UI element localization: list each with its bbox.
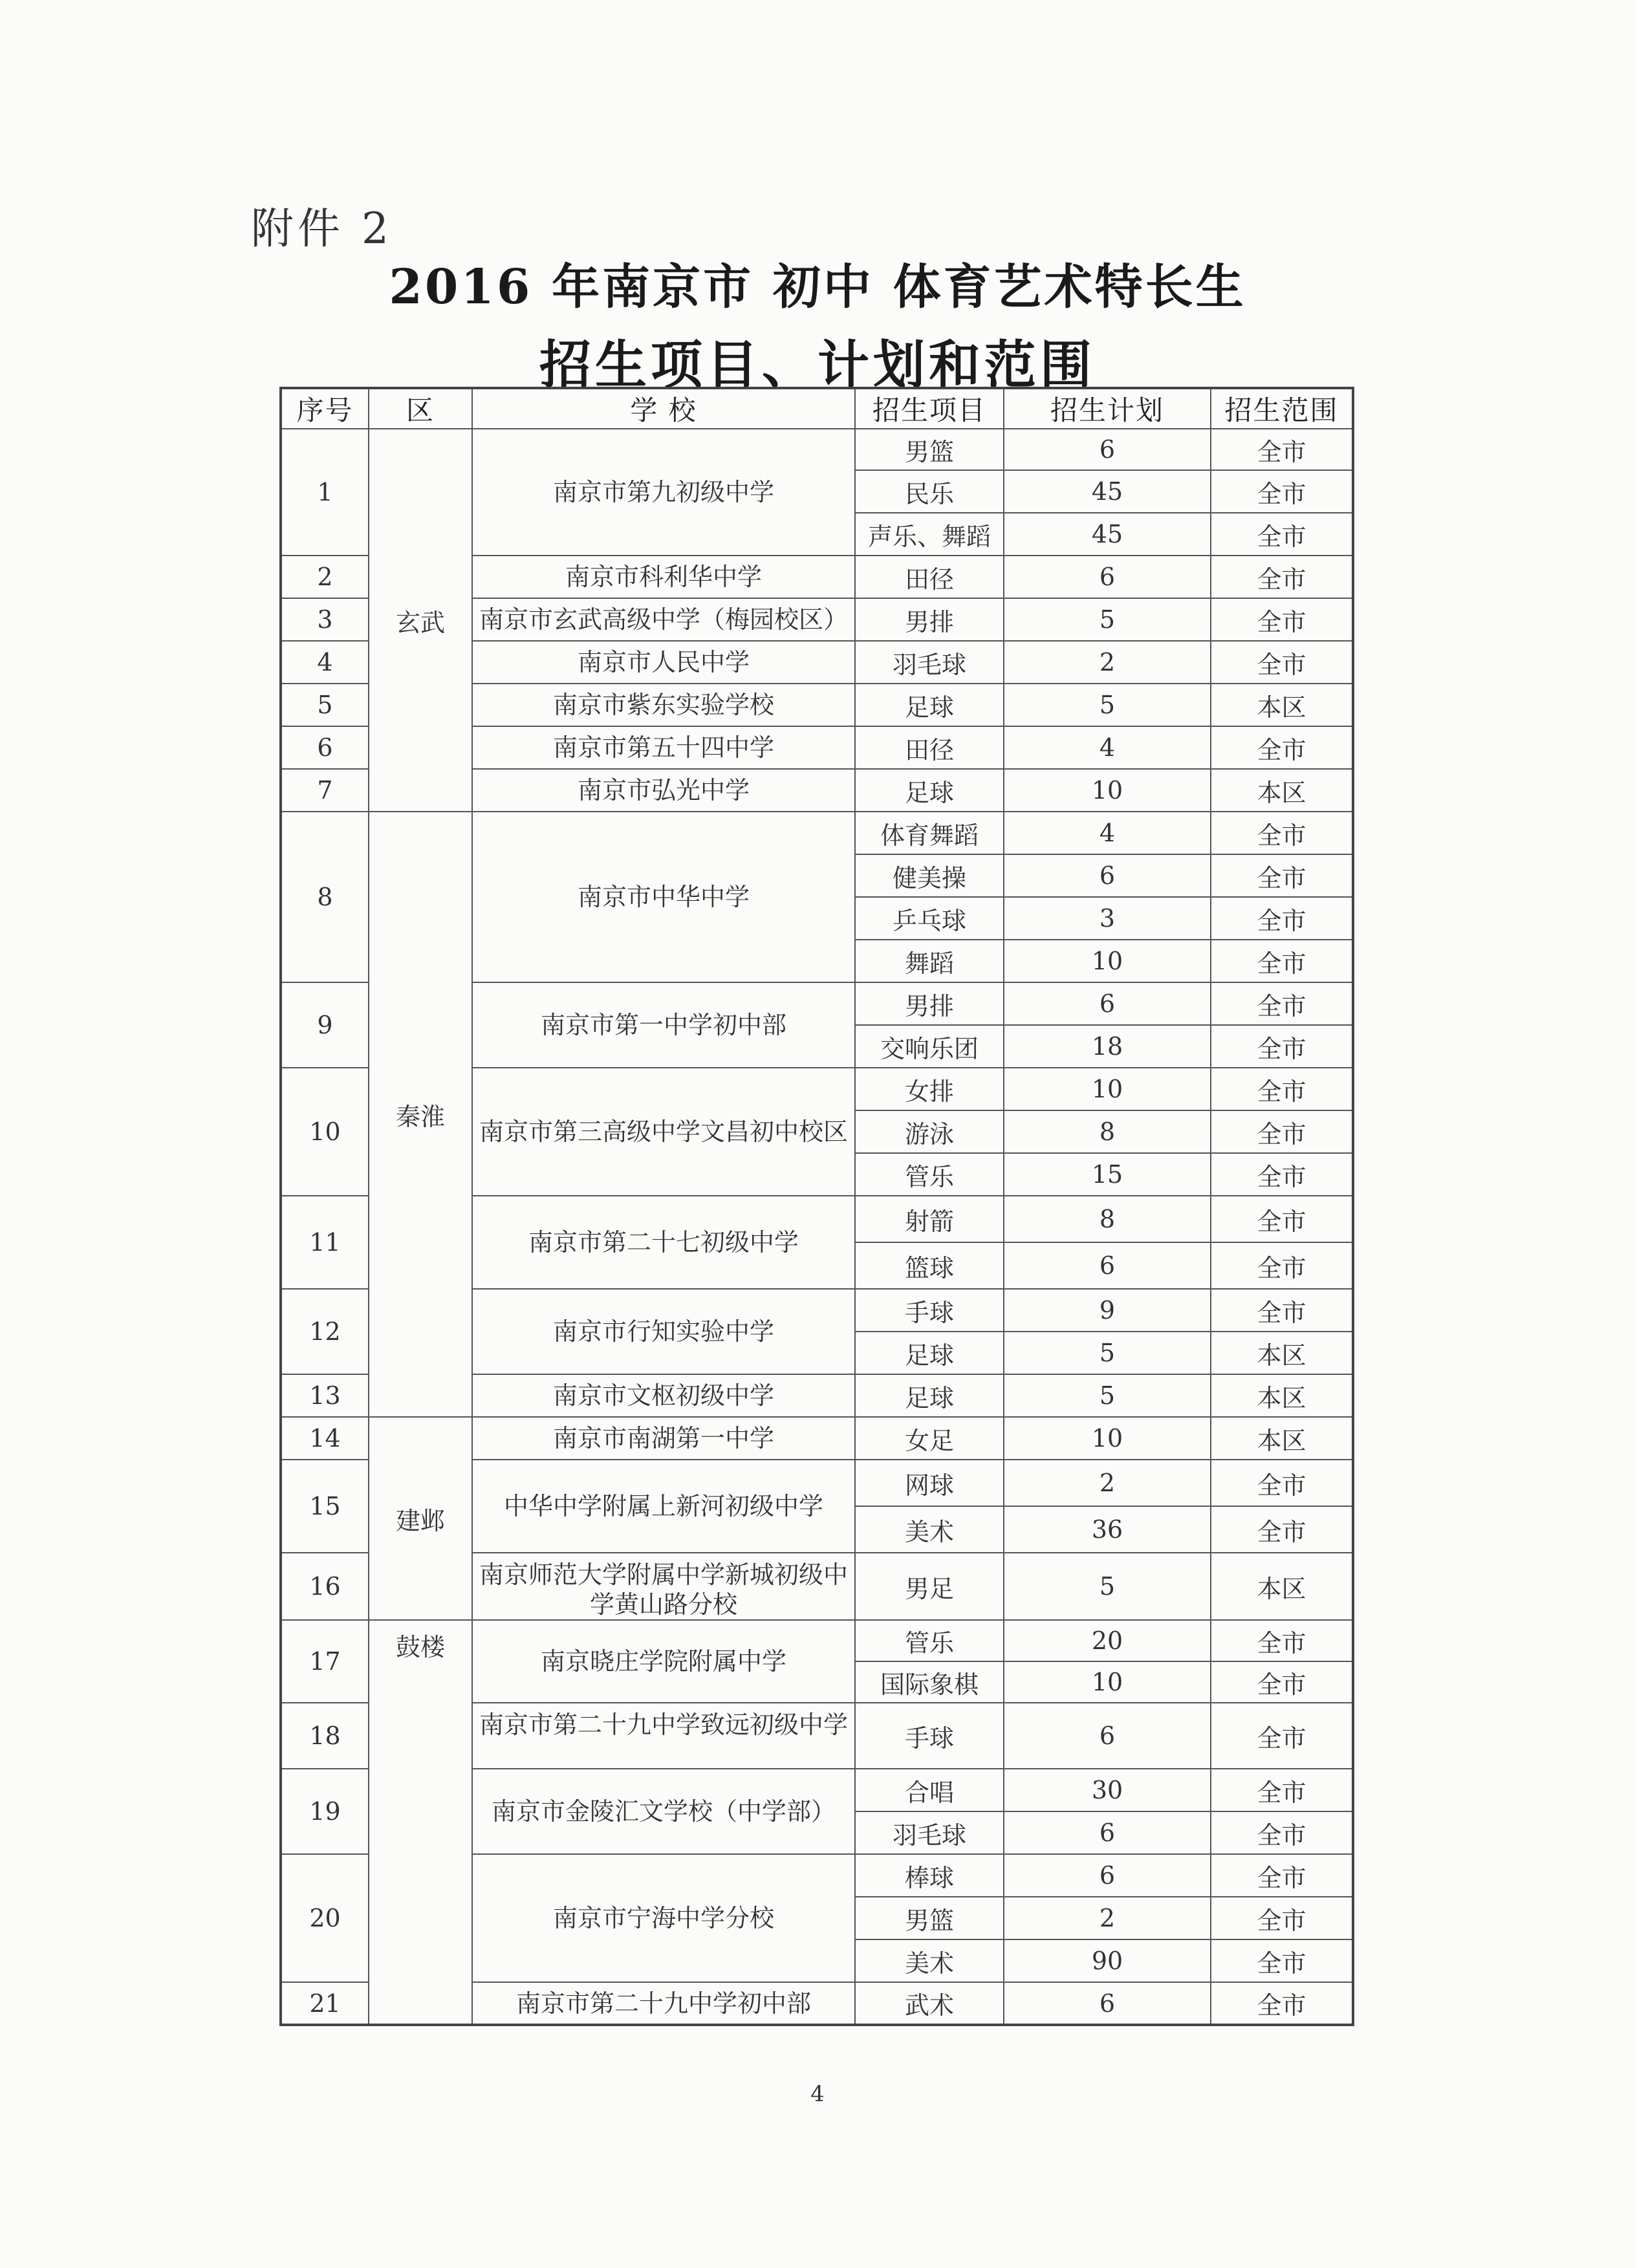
project-cell: 射箭 [855, 1196, 1004, 1242]
row-number-cell: 18 [281, 1703, 369, 1769]
row-number-cell: 7 [281, 769, 369, 812]
scope-cell: 本区 [1211, 1417, 1353, 1460]
plan-count-cell: 10 [1004, 1661, 1211, 1703]
scope-cell: 全市 [1211, 1811, 1353, 1854]
plan-count-cell: 2 [1004, 1897, 1211, 1939]
scope-cell: 本区 [1211, 1374, 1353, 1417]
school-name-cell: 南京市第二十九中学初中部 [472, 1982, 855, 2025]
project-cell: 合唱 [855, 1769, 1004, 1811]
school-name-cell: 南京市第九初级中学 [472, 429, 855, 556]
header-project: 招生项目 [855, 388, 1004, 429]
plan-count-cell: 45 [1004, 513, 1211, 556]
scope-cell: 本区 [1211, 769, 1353, 812]
plan-count-cell: 36 [1004, 1506, 1211, 1553]
scope-cell: 全市 [1211, 982, 1353, 1025]
project-cell: 男排 [855, 598, 1004, 641]
plan-count-cell: 9 [1004, 1289, 1211, 1332]
scope-cell: 全市 [1211, 1769, 1353, 1811]
project-cell: 手球 [855, 1703, 1004, 1769]
project-cell: 武术 [855, 1982, 1004, 2025]
page-number: 4 [810, 2081, 825, 2107]
row-number-cell: 20 [281, 1854, 369, 1982]
plan-count-cell: 2 [1004, 641, 1211, 684]
project-cell: 国际象棋 [855, 1661, 1004, 1703]
plan-count-cell: 8 [1004, 1110, 1211, 1153]
scope-cell: 全市 [1211, 513, 1353, 556]
table-row [281, 1620, 1353, 1661]
school-name-cell: 南京市中华中学 [472, 812, 855, 982]
plan-count-cell: 6 [1004, 1811, 1211, 1854]
school-name-cell: 南京市人民中学 [472, 641, 855, 684]
school-name-cell: 南京市科利华中学 [472, 556, 855, 598]
row-number-cell: 1 [281, 429, 369, 556]
scope-cell: 全市 [1211, 1982, 1353, 2025]
row-number-cell: 14 [281, 1417, 369, 1460]
row-number-cell: 8 [281, 812, 369, 982]
scope-cell: 全市 [1211, 1110, 1353, 1153]
plan-count-cell: 6 [1004, 854, 1211, 897]
plan-count-cell: 6 [1004, 429, 1211, 470]
plan-count-cell: 5 [1004, 1374, 1211, 1417]
row-number-cell: 19 [281, 1769, 369, 1854]
school-name-cell: 南京市玄武高级中学（梅园校区） [472, 598, 855, 641]
project-cell: 棒球 [855, 1854, 1004, 1897]
row-number-cell: 11 [281, 1196, 369, 1289]
district-cell: 玄武 [369, 429, 472, 812]
plan-count-cell: 6 [1004, 556, 1211, 598]
project-cell: 美术 [855, 1506, 1004, 1553]
row-number-cell: 3 [281, 598, 369, 641]
table-body [281, 429, 1353, 2025]
attachment-label: 附件 2 [251, 204, 393, 254]
header-plan: 招生计划 [1004, 388, 1211, 429]
row-number-cell: 12 [281, 1289, 369, 1374]
scope-cell: 全市 [1211, 1242, 1353, 1289]
school-name-cell: 南京市行知实验中学 [472, 1289, 855, 1374]
scope-cell: 全市 [1211, 726, 1353, 769]
project-cell: 乒乓球 [855, 897, 1004, 940]
row-number-cell: 2 [281, 556, 369, 598]
plan-count-cell: 90 [1004, 1939, 1211, 1982]
project-cell: 羽毛球 [855, 1811, 1004, 1854]
school-name-cell: 南京市第三高级中学文昌初中校区 [472, 1068, 855, 1196]
scope-cell: 全市 [1211, 1196, 1353, 1242]
scope-cell: 全市 [1211, 641, 1353, 684]
plan-count-cell: 30 [1004, 1769, 1211, 1811]
document-title-line2: 招生项目、计划和范围 [539, 334, 1096, 395]
row-number-cell: 6 [281, 726, 369, 769]
table-row [281, 812, 1353, 854]
project-cell: 女足 [855, 1417, 1004, 1460]
scope-cell: 全市 [1211, 598, 1353, 641]
project-cell: 男篮 [855, 429, 1004, 470]
scope-cell: 全市 [1211, 1897, 1353, 1939]
header-school: 学 校 [472, 388, 855, 429]
row-number-cell: 17 [281, 1620, 369, 1703]
project-cell: 健美操 [855, 854, 1004, 897]
scope-cell: 全市 [1211, 940, 1353, 982]
plan-count-cell: 5 [1004, 684, 1211, 726]
project-cell: 足球 [855, 684, 1004, 726]
plan-count-cell: 45 [1004, 470, 1211, 513]
school-name-cell: 南京市第五十四中学 [472, 726, 855, 769]
scope-cell: 全市 [1211, 1939, 1353, 1982]
header-district: 区 [369, 388, 472, 429]
plan-count-cell: 5 [1004, 1332, 1211, 1374]
row-number-cell: 15 [281, 1460, 369, 1553]
project-cell: 男篮 [855, 1897, 1004, 1939]
project-cell: 足球 [855, 769, 1004, 812]
row-number-cell: 10 [281, 1068, 369, 1196]
plan-count-cell: 6 [1004, 1854, 1211, 1897]
project-cell: 民乐 [855, 470, 1004, 513]
scope-cell: 全市 [1211, 1854, 1353, 1897]
scope-cell: 全市 [1211, 1661, 1353, 1703]
project-cell: 体育舞蹈 [855, 812, 1004, 854]
row-number-cell: 21 [281, 1982, 369, 2025]
plan-count-cell: 10 [1004, 769, 1211, 812]
school-name-cell: 南京市文枢初级中学 [472, 1374, 855, 1417]
header-scope: 招生范围 [1211, 388, 1353, 429]
plan-count-cell: 3 [1004, 897, 1211, 940]
enrollment-table [279, 387, 1354, 2026]
scope-cell: 全市 [1211, 1460, 1353, 1506]
plan-count-cell: 2 [1004, 1460, 1211, 1506]
scope-cell: 全市 [1211, 1289, 1353, 1332]
table-row [281, 1417, 1353, 1460]
project-cell: 足球 [855, 1332, 1004, 1374]
project-cell: 网球 [855, 1460, 1004, 1506]
plan-count-cell: 6 [1004, 982, 1211, 1025]
scope-cell: 全市 [1211, 1506, 1353, 1553]
plan-count-cell: 4 [1004, 726, 1211, 769]
plan-count-cell: 5 [1004, 598, 1211, 641]
school-name-cell: 南京师范大学附属中学新城初级中学黄山路分校 [472, 1553, 855, 1620]
plan-count-cell: 5 [1004, 1553, 1211, 1620]
school-name-cell: 南京市宁海中学分校 [472, 1854, 855, 1982]
table-row [281, 429, 1353, 470]
school-name-cell: 南京晓庄学院附属中学 [472, 1620, 855, 1703]
project-cell: 田径 [855, 556, 1004, 598]
project-cell: 管乐 [855, 1620, 1004, 1661]
scope-cell: 本区 [1211, 684, 1353, 726]
school-name-cell: 中华中学附属上新河初级中学 [472, 1460, 855, 1553]
school-name-cell: 南京市第二十九中学致远初级中学 [472, 1703, 855, 1769]
school-name-cell: 南京市金陵汇文学校（中学部） [472, 1769, 855, 1854]
school-name-cell: 南京市南湖第一中学 [472, 1417, 855, 1460]
school-name-cell: 南京市第一中学初中部 [472, 982, 855, 1068]
scope-cell: 全市 [1211, 1068, 1353, 1110]
project-cell: 篮球 [855, 1242, 1004, 1289]
plan-count-cell: 6 [1004, 1982, 1211, 2025]
plan-count-cell: 10 [1004, 940, 1211, 982]
scope-cell: 全市 [1211, 1703, 1353, 1769]
project-cell: 足球 [855, 1374, 1004, 1417]
scope-cell: 全市 [1211, 812, 1353, 854]
project-cell: 男排 [855, 982, 1004, 1025]
row-number-cell: 13 [281, 1374, 369, 1417]
scope-cell: 全市 [1211, 1620, 1353, 1661]
scope-cell: 本区 [1211, 1553, 1353, 1620]
plan-count-cell: 18 [1004, 1025, 1211, 1068]
scope-cell: 全市 [1211, 854, 1353, 897]
project-cell: 管乐 [855, 1153, 1004, 1196]
project-cell: 交响乐团 [855, 1025, 1004, 1068]
header-no: 序号 [281, 388, 369, 429]
plan-count-cell: 10 [1004, 1417, 1211, 1460]
project-cell: 美术 [855, 1939, 1004, 1982]
district-cell: 鼓楼 [369, 1620, 472, 2025]
district-cell: 建邺 [369, 1417, 472, 1620]
scope-cell: 全市 [1211, 429, 1353, 470]
project-cell: 田径 [855, 726, 1004, 769]
project-cell: 舞蹈 [855, 940, 1004, 982]
school-name-cell: 南京市第二十七初级中学 [472, 1196, 855, 1289]
plan-count-cell: 15 [1004, 1153, 1211, 1196]
project-cell: 羽毛球 [855, 641, 1004, 684]
district-cell: 秦淮 [369, 812, 472, 1417]
project-cell: 声乐、舞蹈 [855, 513, 1004, 556]
table-header-row [281, 388, 1353, 429]
plan-count-cell: 6 [1004, 1242, 1211, 1289]
row-number-cell: 5 [281, 684, 369, 726]
plan-count-cell: 20 [1004, 1620, 1211, 1661]
plan-count-cell: 6 [1004, 1703, 1211, 1769]
project-cell: 男足 [855, 1553, 1004, 1620]
scope-cell: 全市 [1211, 897, 1353, 940]
project-cell: 手球 [855, 1289, 1004, 1332]
plan-count-cell: 10 [1004, 1068, 1211, 1110]
row-number-cell: 16 [281, 1553, 369, 1620]
plan-count-cell: 8 [1004, 1196, 1211, 1242]
scope-cell: 全市 [1211, 1153, 1353, 1196]
document-title-line1: 2016 年南京市 初中 体育艺术特长生 [389, 259, 1246, 315]
school-name-cell: 南京市弘光中学 [472, 769, 855, 812]
project-cell: 女排 [855, 1068, 1004, 1110]
row-number-cell: 9 [281, 982, 369, 1068]
project-cell: 游泳 [855, 1110, 1004, 1153]
scope-cell: 全市 [1211, 1025, 1353, 1068]
scope-cell: 本区 [1211, 1332, 1353, 1374]
scope-cell: 全市 [1211, 470, 1353, 513]
scope-cell: 全市 [1211, 556, 1353, 598]
plan-count-cell: 4 [1004, 812, 1211, 854]
row-number-cell: 4 [281, 641, 369, 684]
school-name-cell: 南京市紫东实验学校 [472, 684, 855, 726]
